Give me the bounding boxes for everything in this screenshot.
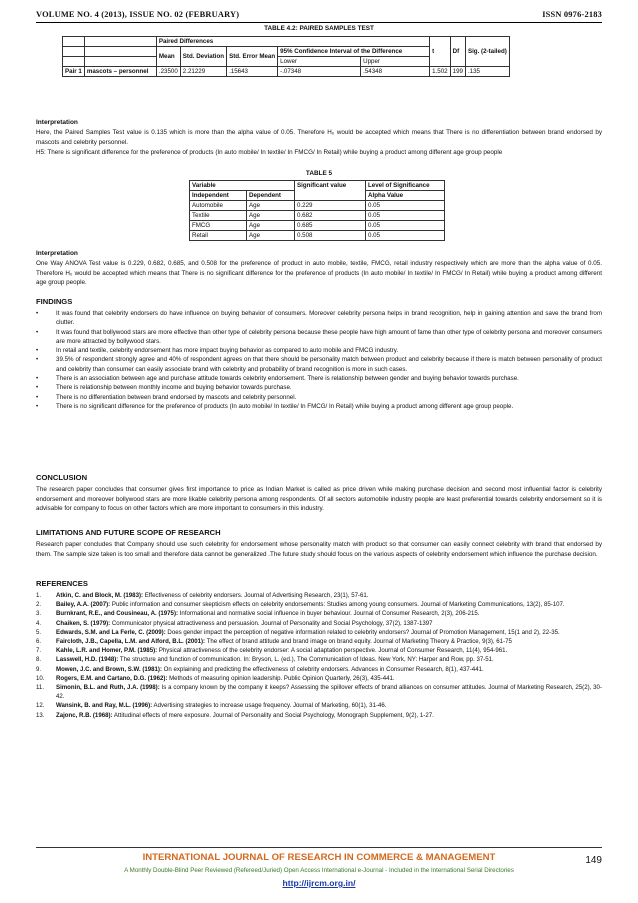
th-alpha-value: Alpha Value	[366, 191, 445, 201]
interpretation-heading-1: Interpretation	[36, 119, 78, 126]
reference-details: The structure and function of communication. In: Bryson, L. (ed.), The Communication of Ideas. New York, NY: Harper and Row, pp. 37-51.	[118, 656, 494, 664]
references-heading: REFERENCES	[36, 579, 88, 588]
th-confidence-interval: 95% Confidence Interval of the Difference	[278, 47, 430, 57]
th-std-deviation: Std. Deviation	[180, 47, 226, 67]
header-issn: ISSN 0976-2183	[542, 10, 602, 19]
reference-details: Public information and consumer skepticism effects on celebrity endorsements: Studies among young consumers. Journal of Marketing Communications, 13(2), 85-107.	[110, 601, 565, 609]
footer-tagline: A Monthly Double-Blind Peer Reviewed (Refereed/Juried) Open Access International e-Journal - Included in the International Serial Directories	[124, 867, 514, 874]
footer-journal-title: INTERNATIONAL JOURNAL OF RESEARCH IN COMMERCE & MANAGEMENT	[142, 852, 496, 863]
reference-authors: Rogers, E.M. and Cartano, D.G. (1962):	[56, 674, 168, 682]
reference-authors: Burnkrant, R.E., and Cousineau, A. (1975):	[56, 610, 179, 618]
th-significant-value: Significant value	[295, 181, 366, 201]
reference-authors: Faircloth, J.B., Capella, L.M. and Alford, B.L. (2001):	[56, 638, 206, 646]
reference-item	[36, 600, 602, 609]
list-item: • There is relationship between monthly income and buying behavior towards purchase.	[36, 383, 602, 392]
conclusion-text: The research paper concludes that consumer gives first importance to price as Indian Market is called as price driven while making purchase decision and second most influential factor is celebrity endorsement and moreover bollywood stars are more likable celebrity persona among respondents. Of all sectors automobile industry people are least preferential towards celebrity endorsement so it is advisable for company to focus on other factors which are more important to consumers in this industry.	[36, 486, 602, 513]
reference-details: On explaining and predicting the effectiveness of celebrity endorsers. Advances in Consumer Research, 8(1), 437-441.	[161, 665, 484, 673]
th-mean: Mean	[156, 47, 180, 67]
footer-rule	[36, 847, 602, 848]
paired-samples-table	[62, 36, 510, 77]
reference-authors: Kahle, L.R. and Homer, P.M. (1985):	[56, 647, 158, 655]
reference-details: Informational and normative social influence in buyer behaviour. Journal of Consumer Research, 2(3), 206-215.	[178, 610, 480, 618]
reference-item	[36, 609, 602, 618]
interpretation-text-1: Here, the Paired Samples Test value is 0.135 which is more than the alpha value of 0.05. Therefore H₀ would be accepted which means that There is no differentiation between brand endorsed by mascots and celebrity personnel.	[36, 129, 602, 146]
reference-number: 1.	[36, 592, 42, 599]
reference-number: 6.	[36, 638, 42, 646]
reference-item	[36, 674, 602, 683]
reference-item	[36, 619, 602, 628]
limitations-text: Research paper concludes that Company should use such celebrity for endorsement whose personality match with product so that consumer can easily connect celebrity with brand that endorsed by them. The sample size taken is too small and therefore data cannot be generalized .The future study should focus on the various aspects of celebrity endorsement which influence the purchase decision.	[36, 541, 602, 558]
th-t: t	[430, 37, 450, 67]
reference-authors: Atkin, C. and Block, M. (1983):	[56, 592, 144, 599]
reference-item	[36, 683, 602, 701]
reference-number: 10.	[36, 674, 45, 682]
reference-number: 11.	[36, 684, 45, 692]
reference-number: 9.	[36, 665, 42, 673]
reference-details: Attitudinal effects of mere exposure. Journal of Personality and Social Psychology, Monograph Supplement, 9(2), 1-27.	[112, 711, 434, 719]
interpretation-text-2: One Way ANOVA Test value is 0.229, 0.682, 0.685, and 0.508 for the preference of product in auto mobile, textile, FMCG, retail industry respectively which are more than the alpha value of 0.05. Therefore H₀ would be accepted which means that There is no significant difference for the preference of products (In auto mobile/ In textile/ In FMCG/ In Retail) while buying a product among different age group people.	[36, 260, 602, 287]
th-upper: Upper	[361, 57, 430, 67]
list-item: • There is no significant difference for the preference of products (In auto mobile/ In textile/ In FMCG/ In Retail) while buying a product among different age group people.	[36, 402, 602, 411]
reference-authors: Edwards, S.M. and La Ferle, C. (2009):	[56, 628, 166, 636]
reference-details: Effectiveness of celebrity endorsers. Journal of Advertising Research, 23(1), 57-61.	[143, 592, 369, 599]
header-volume: VOLUME NO. 4 (2013), ISSUE NO. 02 (FEBRUARY)	[36, 10, 240, 19]
reference-number: 5.	[36, 628, 42, 636]
reference-item	[36, 665, 602, 674]
reference-authors: Lasswell, H.D. (1948):	[56, 656, 119, 664]
th-paired-differences: Paired Differences	[156, 37, 429, 47]
list-item: • There is no differentiation between brand endorsed by mascots and celebrity personnel.	[36, 393, 602, 402]
reference-number: 12.	[36, 702, 45, 710]
running-header	[36, 8, 602, 23]
page-number: 149	[585, 855, 602, 866]
reference-authors: Bailey, A.A. (2007):	[56, 601, 111, 609]
th-dependent: Dependent	[247, 191, 295, 201]
reference-item	[36, 628, 602, 637]
reference-details: Physical attractiveness of the celebrity endorser: A social adaptation perspective. Journal of Consumer Research, 11(4), 954-961.	[157, 647, 508, 655]
reference-number: 7.	[36, 647, 42, 655]
th-std-error: Std. Error Mean	[227, 47, 278, 67]
reference-details: The effect of brand attitude and brand image on brand equity. Journal of Marketing Theory & Practice, 9(3), 61-75	[205, 638, 512, 646]
table-5-caption: TABLE 5	[305, 170, 333, 177]
table-row: Automobile Age 0.229 0.05	[190, 201, 445, 211]
findings-heading: FINDINGS	[36, 297, 73, 306]
limitations-heading: LIMITATIONS AND FUTURE SCOPE OF RESEARCH	[36, 528, 221, 537]
list-item: • 39.5% of respondent strongly agree and 40% of respondent agrees on that there should be personality match between product and celebrity because if there is match between personality of product and celebrity than consumer can easily associate brand with celebrity and probability of brand recognition is more in such cases.	[36, 355, 602, 374]
reference-number: 8.	[36, 656, 42, 664]
reference-details: Communicator physical attractiveness and persuasion. Journal of Personality and Social Psychology, 37(2), 1387-1397	[110, 619, 433, 627]
list-item: • There is an association between age and purchase attitude towards celebrity endorsement. There is relationship between gender and buying behavior towards purchase.	[36, 374, 602, 383]
reference-number: 3.	[36, 610, 42, 618]
reference-details: Methods of measuring opinion leadership. Public Opinion Quarterly, 26(3), 435-441.	[167, 674, 395, 682]
anova-table	[189, 180, 445, 241]
th-sig: Sig. (2-tailed)	[465, 37, 509, 67]
reference-number: 4.	[36, 619, 42, 627]
reference-number: 2.	[36, 601, 42, 609]
reference-authors: Simonin, B.L. and Ruth, J.A. (1998):	[56, 684, 160, 692]
reference-item	[36, 711, 602, 720]
th-independent: Independent	[190, 191, 247, 201]
list-item: • It was found that celebrity endorsers do have influence on buying behavior of consumers. Moreover celebrity persona helps in brand recognition, help in gaining attention and save the brand from clutter.	[36, 309, 602, 328]
list-item: • It was found that bollywood stars are more effective than other type of celebrity persona because these people have high amount of fame than other type of celebrity persona and moreover consumers are more attracted by bollywood stars.	[36, 328, 602, 347]
conclusion-heading: CONCLUSION	[36, 473, 88, 482]
reference-item	[36, 591, 602, 600]
th-df: Df	[450, 37, 465, 67]
reference-details: Is a company known by the company it keeps? Assessing the spillover effects of brand alliances on consumer attitudes. Journal of Marketing Research, 25(2), 30-42.	[56, 684, 602, 701]
footer-url-link[interactable]: http://ijrcm.org.in/	[282, 878, 356, 888]
interpretation-heading-2: Interpretation	[36, 250, 78, 257]
reference-item	[36, 646, 602, 655]
reference-item	[36, 655, 602, 664]
reference-authors: Zajonc, R.B. (1968):	[56, 711, 113, 719]
reference-authors: Chaiken, S. (1979):	[56, 619, 111, 627]
reference-item	[36, 637, 602, 646]
reference-authors: Wansink, B. and Ray, M.L. (1996):	[56, 702, 153, 710]
reference-item	[36, 701, 602, 710]
table-row: Retail Age 0.508 0.05	[190, 231, 445, 241]
references-list	[36, 591, 602, 720]
reference-authors: Mowen, J.C. and Brown, S.W. (1981):	[56, 665, 162, 673]
th-variable: Variable	[190, 181, 295, 191]
table-4-2-caption: TABLE 4.2: PAIRED SAMPLES TEST	[264, 25, 374, 32]
hypothesis-h5: H5: There is significant difference for the preference of products (In auto mobile/ In textile/ In FMCG/ In Retail) while buying a product among different age group people	[36, 149, 503, 156]
reference-details: Does gender impact the perception of negative information related to celebrity endorsers? Journal of Promotion Management, 15(1 and 2), 22-35.	[165, 628, 560, 636]
table-row: Textile Age 0.682 0.05	[190, 211, 445, 221]
reference-details: Advertising strategies to increase usage frequency. Journal of Marketing, 60(1), 31-46.	[152, 702, 387, 710]
findings-list	[36, 309, 602, 411]
list-item: • In retail and textile, celebrity endorsement has more impact buying behavior as compared to auto mobile and FMCG industry.	[36, 346, 602, 355]
table-row: FMCG Age 0.685 0.05	[190, 221, 445, 231]
reference-number: 13.	[36, 711, 45, 719]
table-row: Pair 1 mascots – personnel .23500 2.21229 .15643 -.07348 .54348 1.502 199 .135	[63, 67, 510, 77]
th-level-significance: Level of Significance	[366, 181, 445, 191]
th-lower: Lower	[278, 57, 361, 67]
